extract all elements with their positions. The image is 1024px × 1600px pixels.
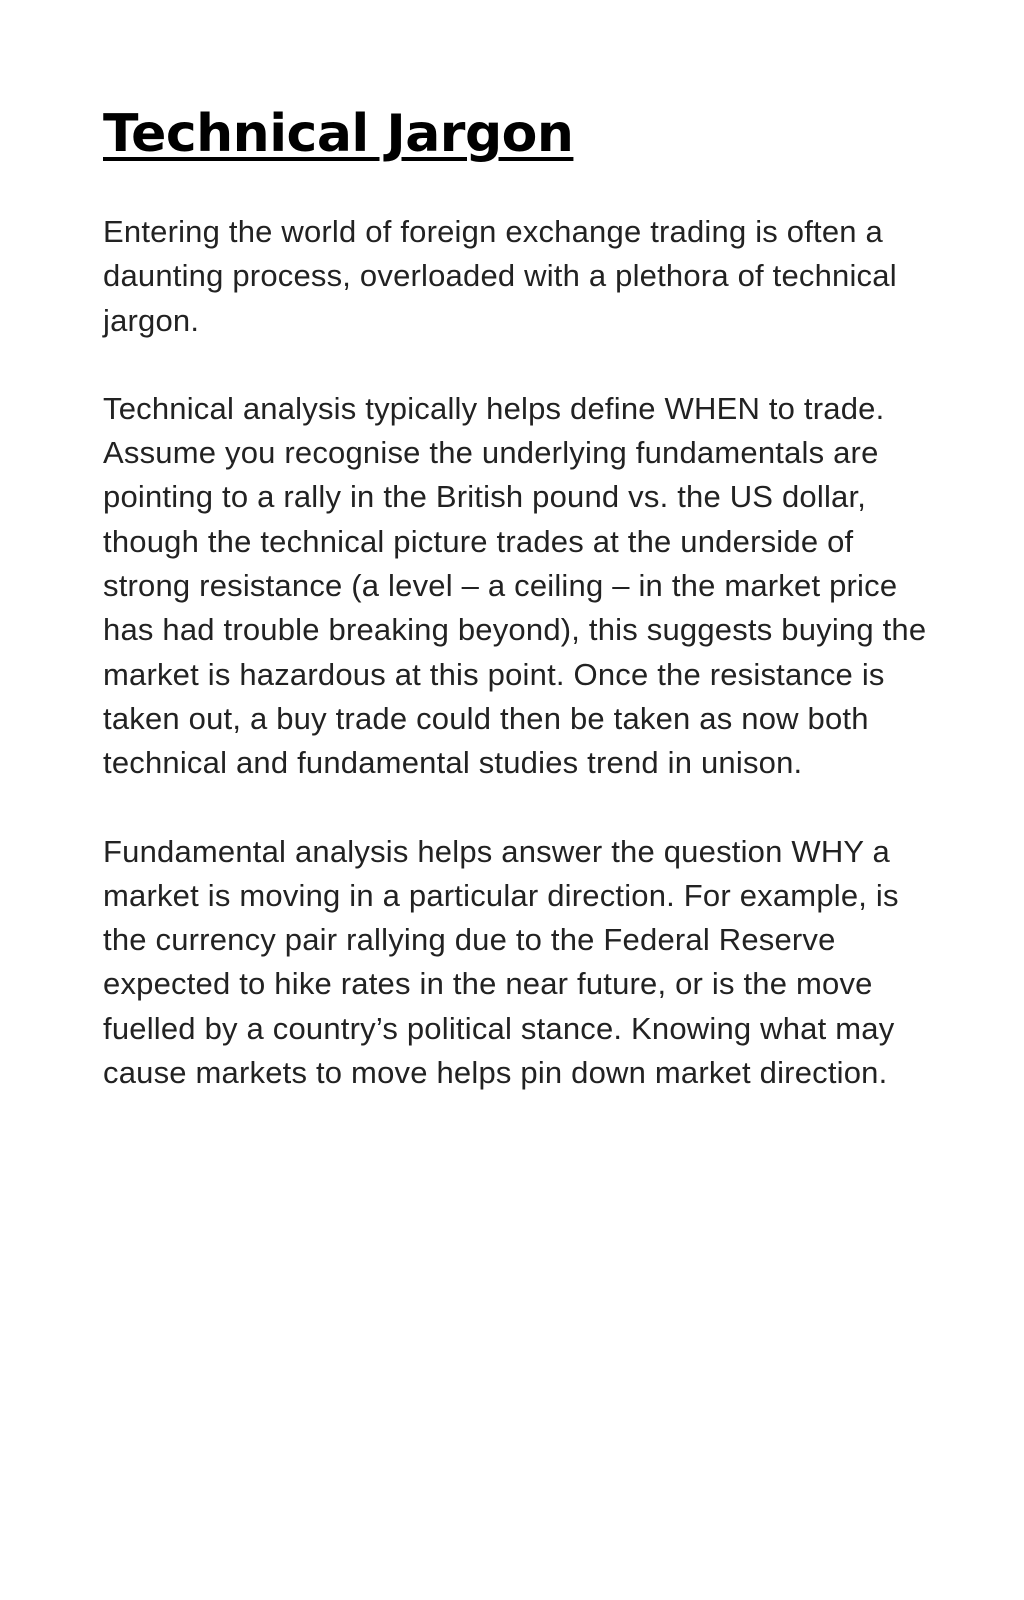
fundamental-analysis-paragraph: Fundamental analysis helps answer the question WHY a market is moving in a particular direction. For example, is the currency pair rallying due to the Federal Reserve expected to hike rates in the near future, or is the move fuelled by a country’s political stance. Knowing what may cause markets to move helps pin down market direction.	[103, 833, 899, 1091]
page-title: Technical Jargon	[103, 104, 574, 164]
intro-paragraph: Entering the world of foreign exchange trading is often a daunting process, overloaded with a plethora of technical jargon.	[103, 214, 897, 338]
document-content	[103, 100, 943, 1095]
technical-analysis-paragraph: Technical analysis typically helps define WHEN to trade. Assume you recognise the underlying fundamentals are pointing to a rally in the British pound vs. the US dollar, though the technical picture trades at the underside of strong resistance (a level – a ceiling – in the market price has had trouble breaking beyond), this suggests buying the market is hazardous at this point. Once the resistance is taken out, a buy trade could then be taken as now both technical and fundamental studies trend in unison.	[103, 390, 927, 781]
